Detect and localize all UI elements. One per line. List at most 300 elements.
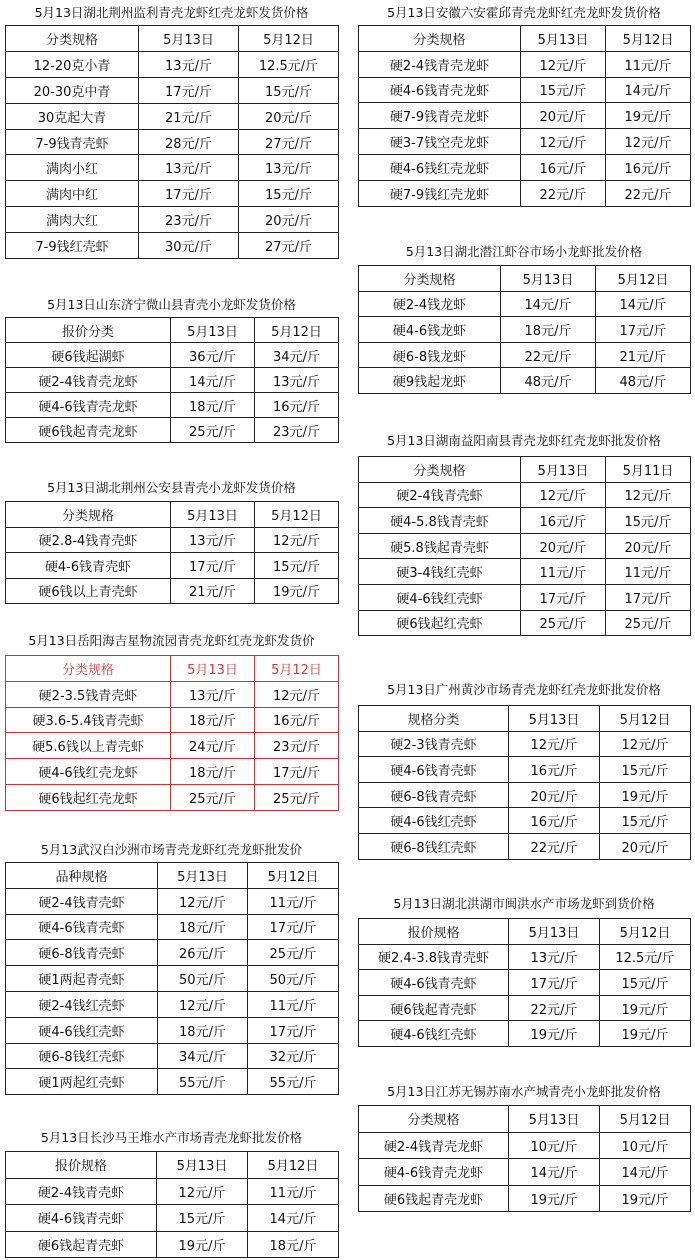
table-row <box>6 888 339 914</box>
spec-cell: 硬4-6钱红壳虾 <box>6 1017 158 1043</box>
price-cell: 20元/斤 <box>509 782 600 808</box>
table-header-row <box>6 502 339 528</box>
table-row <box>359 77 691 103</box>
price-cell: 17元/斤 <box>248 914 339 940</box>
price-cell: 12元/斤 <box>158 991 248 1017</box>
price-cell: 16元/斤 <box>255 393 339 418</box>
price-cell: 17元/斤 <box>606 584 691 610</box>
header-cell: 分类规格 <box>6 502 171 528</box>
price-cell: 13元/斤 <box>139 155 239 181</box>
spec-cell: 硬2.4-3.8钱青壳虾 <box>359 944 509 970</box>
spec-cell: 硬2-4钱青壳虾 <box>359 482 521 508</box>
spec-cell: 硬4-6钱红壳龙虾 <box>6 759 171 785</box>
spec-cell: 硬2-3钱青壳虾 <box>359 731 509 757</box>
price-cell: 11元/斤 <box>606 51 691 77</box>
price-cell: 11元/斤 <box>248 888 339 914</box>
price-table <box>358 265 691 394</box>
spec-cell: 硬4-6钱青壳龙虾 <box>359 77 521 103</box>
price-cell: 16元/斤 <box>606 154 691 180</box>
table-row <box>6 707 339 733</box>
price-cell: 19元/斤 <box>600 995 691 1021</box>
header-cell: 分类规格 <box>359 266 501 292</box>
price-cell: 15元/斤 <box>255 553 339 579</box>
price-cell: 27元/斤 <box>239 233 339 259</box>
price-cell: 16元/斤 <box>509 808 600 834</box>
price-table <box>5 501 339 604</box>
price-cell: 22元/斤 <box>509 995 600 1021</box>
price-cell: 13元/斤 <box>139 51 239 77</box>
header-cell: 5月13日 <box>158 863 248 889</box>
price-cell: 55元/斤 <box>248 1069 339 1095</box>
table-header-row <box>359 266 691 292</box>
table-row <box>6 51 339 77</box>
table-row <box>359 808 691 834</box>
price-cell: 15元/斤 <box>239 181 339 207</box>
table-header-row <box>6 318 339 343</box>
header-cell: 5月13日 <box>521 26 606 52</box>
spec-cell: 硬4-6钱红壳虾 <box>359 584 521 610</box>
price-cell: 48元/斤 <box>596 368 691 394</box>
price-cell: 17元/斤 <box>596 317 691 343</box>
price-cell: 12元/斤 <box>255 527 339 553</box>
price-cell: 50元/斤 <box>248 966 339 992</box>
table-row <box>6 103 339 129</box>
table-title: 5月13日安徽六安霍邱青壳龙虾红壳龙虾发货价格 <box>387 5 661 20</box>
price-cell: 13元/斤 <box>509 944 600 970</box>
price-cell: 13元/斤 <box>171 681 255 707</box>
price-cell: 11元/斤 <box>248 991 339 1017</box>
table-header-row <box>359 26 691 52</box>
price-cell: 30元/斤 <box>139 233 239 259</box>
table-row <box>359 757 691 783</box>
header-cell: 5月13日 <box>521 457 606 483</box>
price-cell: 55元/斤 <box>158 1069 248 1095</box>
price-cell: 15元/斤 <box>600 808 691 834</box>
table-row <box>359 1185 691 1212</box>
price-table <box>5 25 339 259</box>
table-row <box>359 317 691 343</box>
price-cell: 34元/斤 <box>158 1043 248 1069</box>
price-cell: 14元/斤 <box>171 368 255 393</box>
table-row <box>359 584 691 610</box>
spec-cell: 硬4-5.8钱青壳虾 <box>359 508 521 534</box>
table-title: 5月13日湖北洪湖市闽洪水产市场龙虾到货价格 <box>393 896 655 911</box>
table-row <box>6 368 339 393</box>
price-cell: 19元/斤 <box>600 782 691 808</box>
table-row <box>6 553 339 579</box>
price-cell: 21元/斤 <box>139 103 239 129</box>
price-cell: 14元/斤 <box>600 1159 691 1186</box>
spec-cell: 硬5.6钱以上青壳虾 <box>6 733 171 759</box>
table-row <box>359 559 691 585</box>
price-cell: 18元/斤 <box>158 1017 248 1043</box>
table-row <box>359 51 691 77</box>
price-cell: 18元/斤 <box>248 1231 339 1258</box>
spec-cell: 硬6钱起青壳虾 <box>359 995 509 1021</box>
price-cell: 24元/斤 <box>171 733 255 759</box>
header-cell: 5月12日 <box>600 919 691 945</box>
spec-cell: 满肉小红 <box>6 155 139 181</box>
spec-cell: 硬1两起青壳虾 <box>6 966 158 992</box>
table-row <box>359 944 691 970</box>
price-cell: 15元/斤 <box>157 1205 248 1232</box>
spec-cell: 硬4-6钱青壳虾 <box>359 757 509 783</box>
spec-cell: 硬4-6钱青壳龙虾 <box>6 393 171 418</box>
table-row <box>359 291 691 317</box>
price-table <box>5 655 339 811</box>
price-cell: 12元/斤 <box>521 482 606 508</box>
price-cell: 19元/斤 <box>509 1021 600 1047</box>
spec-cell: 硬4-6钱红壳虾 <box>359 808 509 834</box>
spec-cell: 硬6钱起红壳龙虾 <box>6 784 171 810</box>
table-row <box>6 1017 339 1043</box>
price-cell: 48元/斤 <box>501 368 596 394</box>
price-cell: 17元/斤 <box>255 759 339 785</box>
price-table <box>358 25 691 207</box>
price-cell: 25元/斤 <box>171 418 255 443</box>
spec-cell: 满肉中红 <box>6 181 139 207</box>
spec-cell: 硬3.6-5.4钱青壳虾 <box>6 707 171 733</box>
spec-cell: 硬6-8钱红壳虾 <box>6 1043 158 1069</box>
price-cell: 16元/斤 <box>509 757 600 783</box>
price-cell: 12元/斤 <box>521 51 606 77</box>
table-header-row <box>359 1106 691 1133</box>
table-row <box>6 155 339 181</box>
spec-cell: 硬1两起红壳虾 <box>6 1069 158 1095</box>
price-cell: 15元/斤 <box>521 77 606 103</box>
spec-cell: 硬9钱起龙虾 <box>359 368 501 394</box>
spec-cell: 硬2-4钱青壳龙虾 <box>6 368 171 393</box>
table-row <box>6 784 339 810</box>
price-cell: 19元/斤 <box>509 1185 600 1212</box>
table-row <box>6 1205 339 1232</box>
header-cell: 5月12日 <box>600 706 691 732</box>
table-row <box>359 508 691 534</box>
table-title: 5月13日湖南益阳南县青壳龙虾红壳龙虾批发价格 <box>387 433 661 448</box>
price-cell: 22元/斤 <box>509 833 600 859</box>
spec-cell: 硬4-6钱青壳虾 <box>359 970 509 996</box>
spec-cell: 硬2-4钱青壳龙虾 <box>359 51 521 77</box>
spec-cell: 硬2-4钱青壳虾 <box>6 1178 157 1205</box>
price-cell: 18元/斤 <box>158 914 248 940</box>
table-title: 5月13日长沙马王堆水产市场青壳龙虾批发价格 <box>40 1130 303 1145</box>
price-cell: 19元/斤 <box>157 1231 248 1258</box>
table-row <box>6 1043 339 1069</box>
header-cell: 报价规格 <box>359 919 509 945</box>
spec-cell: 硬6钱起湖虾 <box>6 343 171 368</box>
header-cell: 品种规格 <box>6 863 158 889</box>
spec-cell: 硬6钱起青壳龙虾 <box>6 418 171 443</box>
price-cell: 22元/斤 <box>606 180 691 206</box>
price-cell: 21元/斤 <box>596 342 691 368</box>
price-cell: 25元/斤 <box>521 610 606 636</box>
price-cell: 20元/斤 <box>239 103 339 129</box>
table-row <box>359 833 691 859</box>
spec-cell: 硬2-4钱红壳虾 <box>6 991 158 1017</box>
header-cell: 5月13日 <box>157 1152 248 1179</box>
price-cell: 25元/斤 <box>606 610 691 636</box>
spec-cell: 30克起大青 <box>6 103 139 129</box>
table-row <box>6 1231 339 1258</box>
table-header-row <box>6 863 339 889</box>
table-row <box>359 1159 691 1186</box>
header-cell: 5月12日 <box>239 26 339 52</box>
header-cell: 5月12日 <box>255 318 339 343</box>
price-cell: 21元/斤 <box>171 578 255 604</box>
table-row <box>6 343 339 368</box>
table-row <box>359 782 691 808</box>
price-cell: 34元/斤 <box>255 343 339 368</box>
header-cell: 5月12日 <box>596 266 691 292</box>
table-row <box>359 154 691 180</box>
table-row <box>359 482 691 508</box>
header-cell: 5月12日 <box>255 502 339 528</box>
table-row <box>359 1021 691 1047</box>
price-cell: 17元/斤 <box>509 970 600 996</box>
spec-cell: 7-9钱青壳虾 <box>6 129 139 155</box>
price-cell: 17元/斤 <box>139 77 239 103</box>
price-cell: 25元/斤 <box>248 940 339 966</box>
price-cell: 22元/斤 <box>521 180 606 206</box>
price-cell: 20元/斤 <box>606 533 691 559</box>
spec-cell: 硬3-7钱空壳龙虾 <box>359 129 521 155</box>
table-row <box>6 393 339 418</box>
price-cell: 26元/斤 <box>158 940 248 966</box>
price-cell: 20元/斤 <box>239 207 339 233</box>
spec-cell: 硬6钱起青壳龙虾 <box>359 1185 509 1212</box>
table-row <box>6 914 339 940</box>
price-cell: 18元/斤 <box>171 707 255 733</box>
price-cell: 12元/斤 <box>521 129 606 155</box>
price-table <box>358 918 691 1047</box>
table-row <box>6 1178 339 1205</box>
price-cell: 13元/斤 <box>239 155 339 181</box>
header-cell: 报价分类 <box>6 318 171 343</box>
price-cell: 22元/斤 <box>501 342 596 368</box>
header-cell: 5月12日 <box>255 656 339 682</box>
header-cell: 5月12日 <box>248 1152 339 1179</box>
table-row <box>359 1132 691 1159</box>
table-row <box>359 970 691 996</box>
price-cell: 14元/斤 <box>509 1159 600 1186</box>
price-cell: 19元/斤 <box>600 1021 691 1047</box>
price-cell: 17元/斤 <box>139 181 239 207</box>
header-cell: 5月13日 <box>171 502 255 528</box>
price-cell: 20元/斤 <box>521 103 606 129</box>
price-cell: 16元/斤 <box>255 707 339 733</box>
spec-cell: 硬7-9钱红壳龙虾 <box>359 180 521 206</box>
spec-cell: 硬2-4钱青壳龙虾 <box>359 1132 509 1159</box>
header-cell: 5月13日 <box>139 26 239 52</box>
table-row <box>6 233 339 259</box>
spec-cell: 硬4-6钱青壳虾 <box>6 553 171 579</box>
price-cell: 12元/斤 <box>600 731 691 757</box>
table-row <box>359 342 691 368</box>
price-cell: 12元/斤 <box>255 681 339 707</box>
spec-cell: 硬6-8钱红壳虾 <box>359 833 509 859</box>
price-table <box>5 862 339 1095</box>
header-cell: 5月13日 <box>509 706 600 732</box>
price-cell: 18元/斤 <box>171 393 255 418</box>
price-cell: 11元/斤 <box>521 559 606 585</box>
price-cell: 19元/斤 <box>606 103 691 129</box>
price-cell: 12元/斤 <box>157 1178 248 1205</box>
table-header-row <box>6 656 339 682</box>
spec-cell: 硬4-6钱青壳虾 <box>6 1205 157 1232</box>
spec-cell: 硬2-4钱龙虾 <box>359 291 501 317</box>
price-cell: 12元/斤 <box>158 888 248 914</box>
table-row <box>6 129 339 155</box>
price-cell: 13元/斤 <box>255 368 339 393</box>
price-cell: 16元/斤 <box>521 508 606 534</box>
header-cell: 5月13日 <box>171 656 255 682</box>
price-cell: 36元/斤 <box>171 343 255 368</box>
header-cell: 分类规格 <box>359 26 521 52</box>
table-row <box>6 1069 339 1095</box>
spec-cell: 硬6-8钱龙虾 <box>359 342 501 368</box>
table-header-row <box>359 706 691 732</box>
header-cell: 5月12日 <box>248 863 339 889</box>
table-title: 5月13日湖北荆州公安县青壳小龙虾发货价格 <box>47 480 296 495</box>
price-cell: 19元/斤 <box>255 578 339 604</box>
price-cell: 50元/斤 <box>158 966 248 992</box>
spec-cell: 满肉大红 <box>6 207 139 233</box>
price-table <box>5 1151 339 1258</box>
price-cell: 14元/斤 <box>501 291 596 317</box>
table-title: 5月13日岳阳海吉星物流园青壳龙虾红壳龙虾发货价 <box>28 633 315 648</box>
price-cell: 15元/斤 <box>239 77 339 103</box>
price-cell: 27元/斤 <box>239 129 339 155</box>
price-cell: 14元/斤 <box>248 1205 339 1232</box>
table-row <box>6 681 339 707</box>
table-row <box>359 533 691 559</box>
header-cell: 5月13日 <box>501 266 596 292</box>
spec-cell: 硬4-6钱青壳龙虾 <box>359 1159 509 1186</box>
price-cell: 19元/斤 <box>600 1185 691 1212</box>
table-row <box>6 77 339 103</box>
table-title: 5月13日山东济宁微山县青壳小龙虾发货价格 <box>47 297 296 312</box>
spec-cell: 硬7-9钱青壳龙虾 <box>359 103 521 129</box>
table-header-row <box>6 26 339 52</box>
price-cell: 28元/斤 <box>139 129 239 155</box>
spec-cell: 硬6钱起红壳虾 <box>359 610 521 636</box>
spec-cell: 硬4-6钱龙虾 <box>359 317 501 343</box>
price-cell: 18元/斤 <box>171 759 255 785</box>
header-cell: 分类规格 <box>359 1106 509 1133</box>
price-cell: 13元/斤 <box>171 527 255 553</box>
table-title: 5月13日湖北荆州监利青壳龙虾红壳龙虾发货价格 <box>34 5 309 20</box>
price-cell: 20元/斤 <box>600 833 691 859</box>
price-cell: 17元/斤 <box>171 553 255 579</box>
price-cell: 16元/斤 <box>521 154 606 180</box>
price-cell: 20元/斤 <box>521 533 606 559</box>
price-cell: 10元/斤 <box>600 1132 691 1159</box>
table-row <box>6 940 339 966</box>
spec-cell: 硬6钱起青壳虾 <box>6 1231 157 1258</box>
price-table <box>5 317 339 443</box>
spec-cell: 12-20克小青 <box>6 51 139 77</box>
price-cell: 17元/斤 <box>521 584 606 610</box>
header-cell: 5月13日 <box>509 919 600 945</box>
table-title: 5月13武汉白沙洲市场青壳龙虾红壳龙虾批发价 <box>40 842 303 857</box>
spec-cell: 硬5.8钱起青壳虾 <box>359 533 521 559</box>
table-header-row <box>359 919 691 945</box>
price-table <box>358 1105 691 1212</box>
table-row <box>6 733 339 759</box>
price-cell: 25元/斤 <box>255 784 339 810</box>
header-cell: 5月13日 <box>171 318 255 343</box>
price-table <box>358 456 691 636</box>
price-cell: 12元/斤 <box>509 731 600 757</box>
price-cell: 23元/斤 <box>255 733 339 759</box>
price-cell: 12.5元/斤 <box>600 944 691 970</box>
table-title: 5月13日广州黄沙市场青壳龙虾红壳龙虾批发价格 <box>387 682 661 697</box>
price-cell: 32元/斤 <box>248 1043 339 1069</box>
spec-cell: 硬3-4钱红壳虾 <box>359 559 521 585</box>
price-cell: 14元/斤 <box>606 77 691 103</box>
spec-cell: 硬6-8钱青壳虾 <box>359 782 509 808</box>
spec-cell: 硬2.8-4钱青壳虾 <box>6 527 171 553</box>
price-cell: 12.5元/斤 <box>239 51 339 77</box>
price-cell: 17元/斤 <box>248 1017 339 1043</box>
table-row <box>6 527 339 553</box>
header-cell: 5月13日 <box>509 1106 600 1133</box>
spec-cell: 硬4-6钱红壳龙虾 <box>359 154 521 180</box>
table-row <box>6 418 339 443</box>
price-cell: 25元/斤 <box>171 784 255 810</box>
spec-cell: 硬2-4钱青壳虾 <box>6 888 158 914</box>
price-cell: 12元/斤 <box>606 482 691 508</box>
table-row <box>359 995 691 1021</box>
price-cell: 12元/斤 <box>606 129 691 155</box>
table-row <box>359 103 691 129</box>
table-title: 5月13日江苏无锡苏南水产城青壳小龙虾批发价格 <box>387 1084 661 1099</box>
header-cell: 5月11日 <box>606 457 691 483</box>
table-row <box>359 610 691 636</box>
spec-cell: 硬4-6钱青壳虾 <box>6 914 158 940</box>
spec-cell: 硬6钱以上青壳虾 <box>6 578 171 604</box>
spec-cell: 硬6-8钱青壳虾 <box>6 940 158 966</box>
table-row <box>6 578 339 604</box>
header-cell: 规格分类 <box>359 706 509 732</box>
price-cell: 18元/斤 <box>501 317 596 343</box>
price-cell: 15元/斤 <box>600 757 691 783</box>
price-cell: 11元/斤 <box>248 1178 339 1205</box>
table-header-row <box>359 457 691 483</box>
price-cell: 11元/斤 <box>606 559 691 585</box>
price-cell: 15元/斤 <box>600 970 691 996</box>
header-cell: 5月12日 <box>600 1106 691 1133</box>
spec-cell: 20-30克中青 <box>6 77 139 103</box>
header-cell: 分类规格 <box>359 457 521 483</box>
table-row <box>6 966 339 992</box>
spec-cell: 7-9钱红壳虾 <box>6 233 139 259</box>
header-cell: 5月12日 <box>606 26 691 52</box>
table-row <box>6 991 339 1017</box>
price-cell: 15元/斤 <box>606 508 691 534</box>
table-row <box>359 731 691 757</box>
price-cell: 23元/斤 <box>255 418 339 443</box>
price-cell: 10元/斤 <box>509 1132 600 1159</box>
table-row <box>6 181 339 207</box>
header-cell: 报价规格 <box>6 1152 157 1179</box>
spec-cell: 硬2-3.5钱青壳虾 <box>6 681 171 707</box>
price-cell: 14元/斤 <box>596 291 691 317</box>
table-row <box>359 180 691 206</box>
spec-cell: 硬4-6钱红壳虾 <box>359 1021 509 1047</box>
price-table <box>358 705 691 860</box>
header-cell: 分类规格 <box>6 26 139 52</box>
